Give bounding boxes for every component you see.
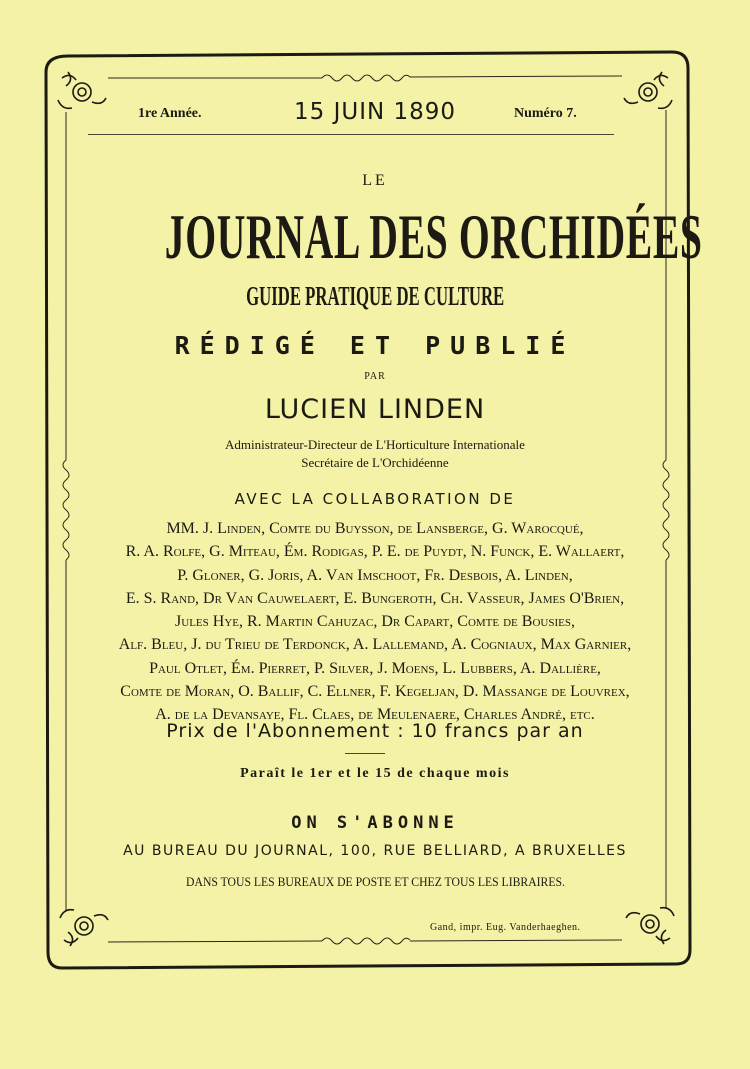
issue-number: Numéro 7.	[514, 106, 577, 121]
collaborator-line: MM. J. Linden, Comte du Buysson, de Lansberge, G. Warocqué,	[166, 520, 584, 537]
journal-subtitle-text: GUIDE PRATIQUE DE CULTURE	[245, 281, 505, 311]
journal-subtitle	[0, 281, 750, 312]
author-role-1: Administrateur-Directeur de L'Horticulture Internationale	[225, 437, 525, 452]
header-divider	[88, 134, 614, 135]
collaborator-line: E. S. Rand, Dr Van Cauwelaert, E. Bungeroth, Ch. Vasseur, James O'Brien,	[125, 589, 625, 607]
collaborators-list	[0, 517, 750, 727]
collaborator-line: R. A. Rolfe, G. Miteau, Ém. Rodigas, P. E. de Puydt, N. Funck, E. Wallaert,	[125, 543, 625, 561]
collaborator-line: A. de la Devansaye, Fl. Claes, de Meulenaere, Charles André, etc.	[155, 706, 595, 724]
office-address: AU BUREAU DU JOURNAL, 100, RUE BELLIARD, A BRUXELLES	[123, 843, 627, 859]
collaborator-line: Comte de Moran, O. Ballif, C. Ellner, F. Kegeljan, D. Massange de Louvrex,	[120, 683, 630, 701]
other-outlets-text: DANS TOUS LES BUREAUX DE POSTE ET CHEZ TOUS LES LIBRAIRES.	[185, 874, 565, 889]
author-role-2: Secrétaire de L'Orchidéenne	[301, 455, 449, 470]
collaborator-line: Jules Hye, R. Martin Cahuzac, Dr Capart, Comte de Bousies,	[175, 613, 575, 631]
subscribe-heading: ON S'ABONNE	[291, 813, 459, 833]
collaboration-heading: AVEC LA COLLABORATION DE	[234, 490, 516, 508]
journal-title	[0, 200, 750, 270]
subscription-price: Prix de l'Abonnement : 10 francs par an	[166, 720, 584, 742]
title-article: LE	[362, 172, 388, 189]
published-line: RÉDIGÉ ET PUBLIÉ	[174, 331, 576, 360]
printer-imprint: Gand, impr. Eug. Vanderhaeghen.	[430, 922, 581, 933]
collaborator-line: Alf. Bleu, J. du Trieu de Terdonck, A. Lallemand, A. Cogniaux, Max Garnier,	[118, 636, 632, 654]
collaborator-line: Paul Otlet, Ém. Pierret, P. Silver, J. Moens, L. Lubbers, A. Dallière,	[149, 659, 601, 677]
journal-title-text: JOURNAL DES ORCHIDÉES	[164, 201, 703, 272]
year-label: 1re Année.	[138, 106, 202, 121]
publication-frequency: Paraît le 1er et le 15 de chaque mois	[240, 766, 510, 781]
author-name: LUCIEN LINDEN	[264, 394, 486, 425]
price-divider	[345, 753, 385, 754]
par-label: PAR	[364, 371, 386, 382]
other-outlets	[0, 873, 750, 891]
collaborator-line: P. Gloner, G. Joris, A. Van Imschoot, Fr. Desbois, A. Linden,	[177, 566, 573, 584]
issue-date: 15 JUIN 1890	[294, 99, 457, 125]
